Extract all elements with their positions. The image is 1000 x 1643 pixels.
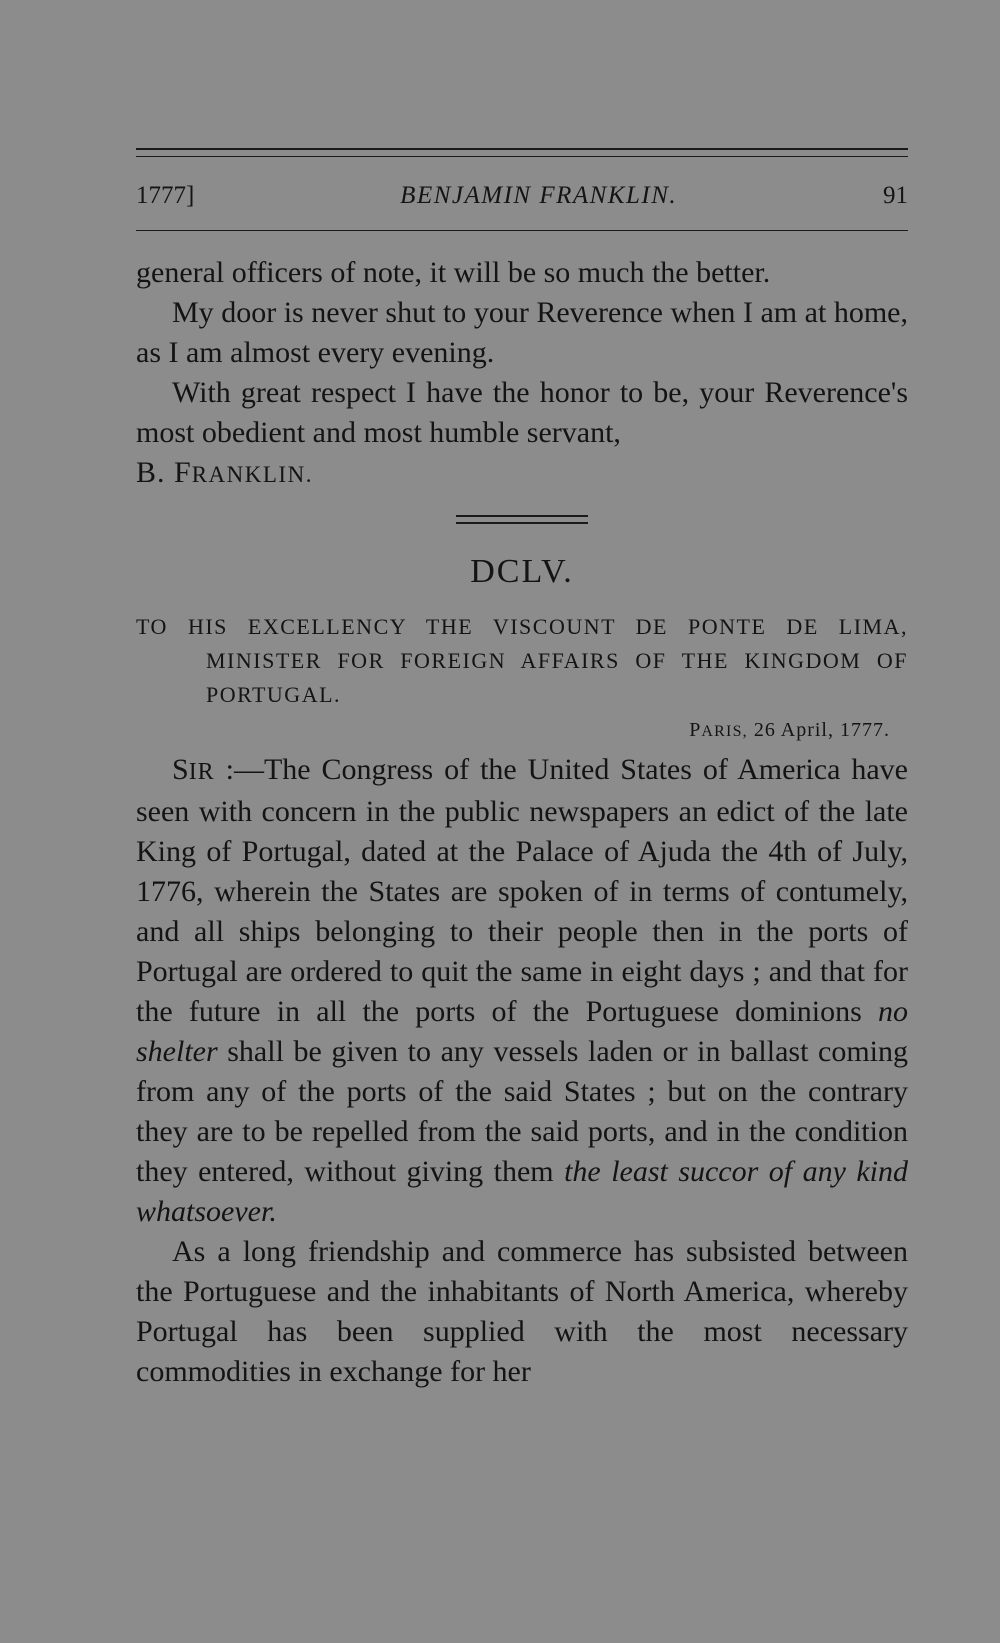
prev-letter-paragraph-2: My door is never shut to your Reverence when I am at home, as I am almost every evening. [136,296,908,369]
running-head-year: 1777] [136,182,195,209]
letter-address: TO HIS EXCELLENCY THE VISCOUNT DE PONTE DE LIMA, MINISTER FOR FOREIGN AFFAIRS OF THE KINGDOM OF PORTUGAL. [136,614,908,707]
letter-paragraph-1 [136,750,908,1232]
letter-paragraph-2: As a long friendship and commerce has subsisted between the Portuguese and the inhabitants of North America, whereby Portugal has been supplied with the most necessary commodities in exchange for her [136,1235,908,1388]
running-head [136,183,908,208]
dateline-place-smallcaps: ARIS, [701,723,748,740]
signature-initial: B. F [136,456,192,489]
header-rule [136,230,908,231]
letter-number: DCLV. [470,553,574,590]
salutation-initial: S [172,753,189,786]
dateline-place-initial: P [689,719,702,741]
paragraph-1-text-b: shall be given to any vessels laden or in ballast coming from any of the ports of the said States ; but on the contrary they are to be repelled from the said ports, and in the condition they entered, without giving them [136,1035,908,1188]
paragraph-1-text-a: :—The Congress of the United States of America have seen with concern in the public newspapers an edict of the late King of Portugal, dated at the Palace of Ajuda the 4th of July, 1776, wherein the States are spoken of in terms of contumely, and all ships belonging to their people then in the ports of Portugal are ordered to quit the same in eight days ; and that for the future in all the ports of the Portuguese dominions [136,753,908,1028]
signature-smallcaps: RANKLIN. [191,462,313,487]
top-rule-thin [136,156,908,157]
running-head-title: BENJAMIN FRANKLIN. [400,182,678,209]
dateline-date: 26 April, 1777. [753,719,890,741]
emphasis-no-shelter: no shelter [136,995,908,1068]
section-separator [456,515,588,524]
prev-letter-paragraph-1: general officers of note, it will be so much the better. [136,256,771,289]
prev-letter-paragraph-3: With great respect I have the honor to be, your Reverence's most obedient and most humble servant, [136,376,908,449]
signature [136,453,908,495]
page-body [136,253,908,1392]
page-number: 91 [883,182,908,209]
emphasis-least-succor: the least succor of any kind whatsoever. [136,1155,908,1228]
book-page [136,148,908,1392]
letter-dateline [136,716,908,746]
top-rule [136,148,908,150]
salutation-smallcaps: IR [188,759,215,785]
